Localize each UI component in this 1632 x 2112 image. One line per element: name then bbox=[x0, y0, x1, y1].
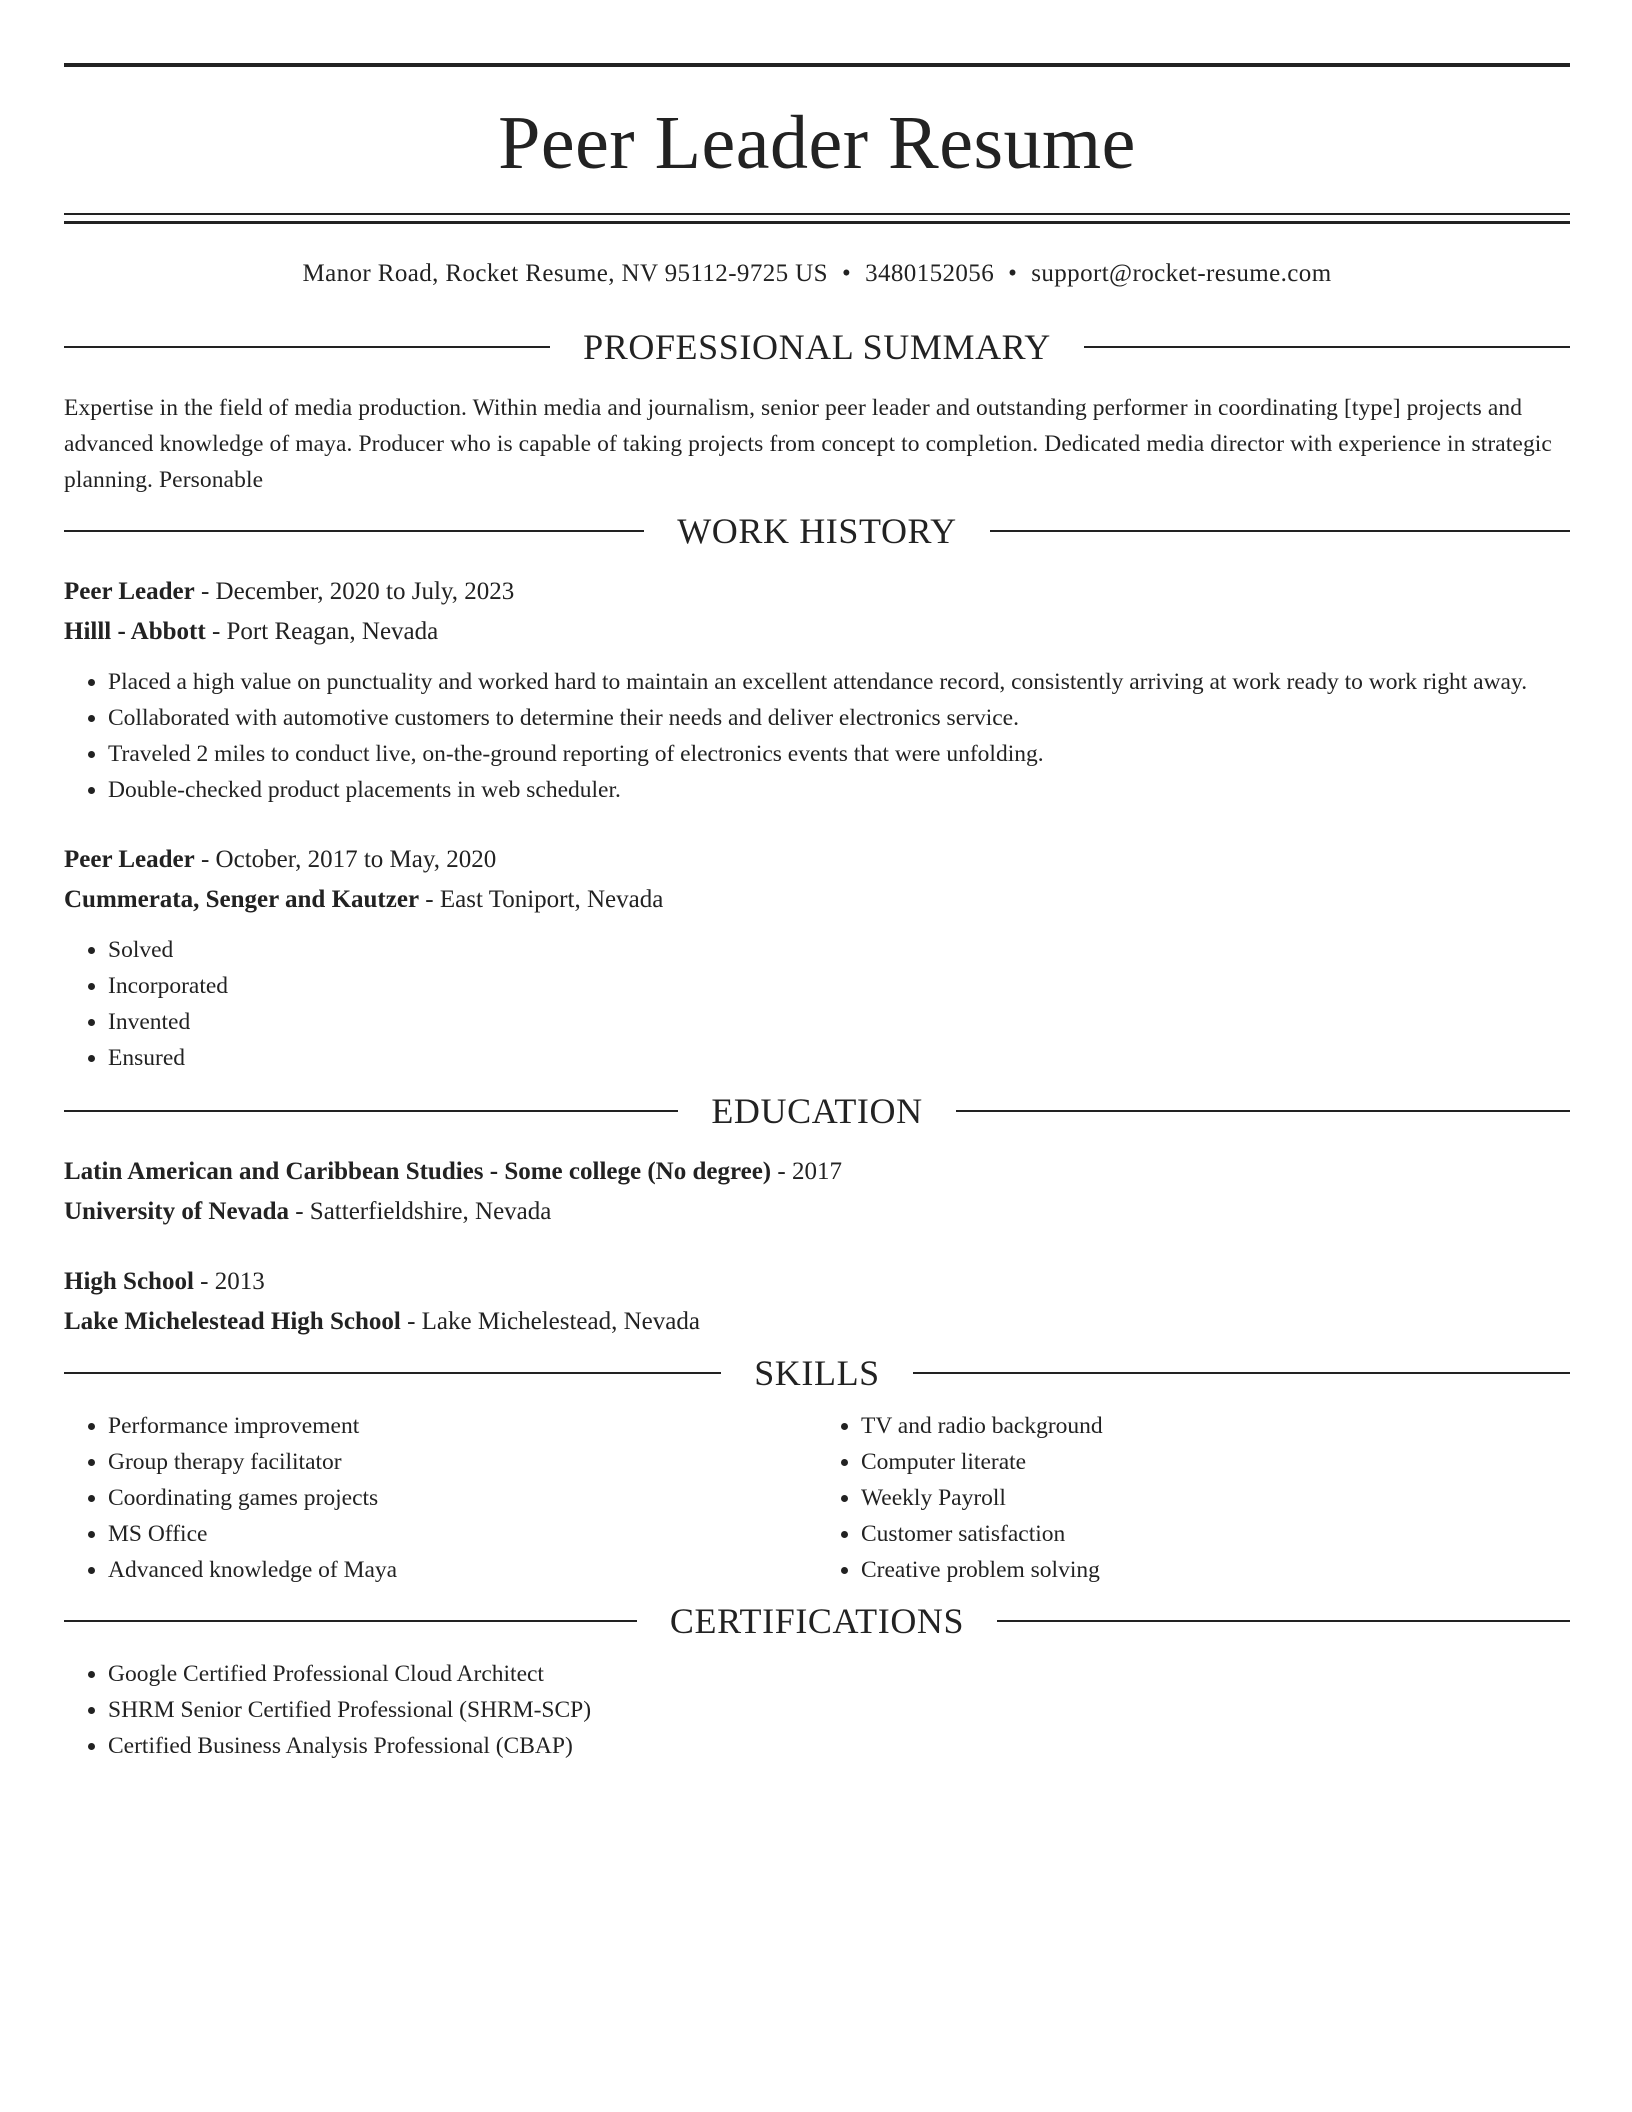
education-entry bbox=[64, 1262, 1570, 1342]
job-location: - East Toniport, Nevada bbox=[419, 886, 664, 913]
skill-item: • Computer literate bbox=[861, 1444, 1570, 1480]
skill-item: • Group therapy facilitator bbox=[108, 1444, 817, 1480]
education-location: - Satterfieldshire, Nevada bbox=[288, 1198, 552, 1225]
job-location: - Port Reagan, Nevada bbox=[205, 618, 439, 645]
heading-rule bbox=[64, 1372, 721, 1374]
section-title: SKILLS bbox=[754, 1353, 880, 1393]
certification-item: • SHRM Senior Certified Professional (SHRM-SCP) bbox=[108, 1692, 1570, 1728]
education-entry bbox=[64, 1152, 1570, 1232]
heading-rule bbox=[64, 1620, 637, 1622]
contact-line bbox=[64, 260, 1570, 288]
skill-item: • Customer satisfaction bbox=[861, 1516, 1570, 1552]
summary-text: Expertise in the field of media production. Within media and journalism, senior peer leader and outstanding performer in coordinating [type] projects and advanced knowledge of maya. Producer who is capable of taking projects from concept to completion. Dedicated media director with experience in strategic planning. Personable bbox=[64, 395, 1552, 493]
skill-item: • Performance improvement bbox=[108, 1408, 817, 1444]
contact-address: Manor Road, Rocket Resume, NV 95112-9725 US bbox=[302, 260, 828, 287]
section-title: WORK HISTORY bbox=[677, 511, 957, 551]
job-dates: - October, 2017 to May, 2020 bbox=[194, 846, 497, 873]
education-year: - 2017 bbox=[771, 1158, 842, 1185]
resume-title: Peer Leader Resume bbox=[498, 101, 1136, 185]
job-dates: - December, 2020 to July, 2023 bbox=[194, 578, 515, 605]
heading-rule bbox=[64, 530, 644, 532]
list-item: • Collaborated with automotive customers to determine their needs and deliver electronics service. bbox=[108, 700, 1570, 736]
certification-item: • Google Certified Professional Cloud Architect bbox=[108, 1656, 1570, 1692]
job-bullets bbox=[64, 932, 1570, 1076]
job-entry bbox=[64, 840, 1570, 1076]
education-location: - Lake Michelestead, Nevada bbox=[400, 1308, 700, 1335]
education-school: Lake Michelestead High School bbox=[64, 1308, 401, 1335]
heading-rule bbox=[956, 1110, 1570, 1112]
heading-rule bbox=[1084, 346, 1570, 348]
section-heading-skills bbox=[64, 1352, 1570, 1394]
skill-item: • MS Office bbox=[108, 1516, 817, 1552]
heading-rule bbox=[64, 1110, 678, 1112]
skill-item: • Coordinating games projects bbox=[108, 1480, 817, 1516]
job-title: Peer Leader bbox=[64, 578, 195, 605]
education-school: University of Nevada bbox=[64, 1198, 289, 1225]
skill-item: • Weekly Payroll bbox=[861, 1480, 1570, 1516]
title-rule-bottom bbox=[64, 221, 1570, 224]
list-item: • Traveled 2 miles to conduct live, on-the-ground reporting of electronics events that were unfolding. bbox=[108, 736, 1570, 772]
education-school-line bbox=[64, 1192, 1570, 1232]
job-company-line bbox=[64, 880, 1570, 920]
title-block bbox=[64, 63, 1570, 224]
education-school-line bbox=[64, 1302, 1570, 1342]
job-entry bbox=[64, 572, 1570, 808]
certification-item: • Certified Business Analysis Professional (CBAP) bbox=[108, 1728, 1570, 1764]
section-heading-education bbox=[64, 1090, 1570, 1132]
list-item: • Double-checked product placements in web scheduler. bbox=[108, 772, 1570, 808]
contact-separator: • bbox=[1008, 260, 1018, 287]
heading-rule bbox=[997, 1620, 1570, 1622]
skill-item: • Creative problem solving bbox=[861, 1552, 1570, 1588]
contact-email: support@rocket-resume.com bbox=[1031, 260, 1332, 287]
skill-item: • TV and radio background bbox=[861, 1408, 1570, 1444]
list-item: • Placed a high value on punctuality and worked hard to maintain an excellent attendance record, consistently arriving at work ready to work right away. bbox=[108, 664, 1570, 700]
education-degree-line bbox=[64, 1152, 1570, 1192]
contact-phone: 3480152056 bbox=[865, 260, 995, 287]
resume-page bbox=[64, 0, 1570, 1764]
contact-separator: • bbox=[841, 260, 852, 287]
list-item: • Invented bbox=[108, 1004, 1570, 1040]
section-heading-certifications bbox=[64, 1600, 1570, 1642]
job-title-line bbox=[64, 840, 1570, 880]
job-company: Hilll - Abbott bbox=[64, 618, 206, 645]
job-company: Cummerata, Senger and Kautzer bbox=[64, 886, 420, 913]
skills-column-right bbox=[817, 1408, 1570, 1588]
section-heading-work bbox=[64, 510, 1570, 552]
section-title: CERTIFICATIONS bbox=[669, 1601, 965, 1641]
list-item: • Incorporated bbox=[108, 968, 1570, 1004]
heading-rule bbox=[990, 530, 1570, 532]
education-degree: Latin American and Caribbean Studies - Some college (No degree) bbox=[64, 1158, 772, 1185]
job-title-line bbox=[64, 572, 1570, 612]
section-title: PROFESSIONAL SUMMARY bbox=[583, 327, 1051, 367]
skills-grid bbox=[64, 1408, 1570, 1588]
job-bullets bbox=[64, 664, 1570, 808]
education-year: - 2013 bbox=[193, 1268, 265, 1295]
list-item: • Ensured bbox=[108, 1040, 1570, 1076]
skill-item: • Advanced knowledge of Maya bbox=[108, 1552, 817, 1588]
title-rule-top bbox=[64, 213, 1570, 215]
section-title: EDUCATION bbox=[711, 1091, 923, 1131]
list-item: • Solved bbox=[108, 932, 1570, 968]
education-degree: High School bbox=[64, 1268, 194, 1295]
skills-column-left bbox=[64, 1408, 817, 1588]
heading-rule bbox=[64, 346, 550, 348]
heading-rule bbox=[913, 1372, 1570, 1374]
certifications-list bbox=[64, 1656, 1570, 1764]
job-title: Peer Leader bbox=[64, 846, 195, 873]
education-degree-line bbox=[64, 1262, 1570, 1302]
job-company-line bbox=[64, 612, 1570, 652]
section-heading-summary bbox=[64, 326, 1570, 368]
